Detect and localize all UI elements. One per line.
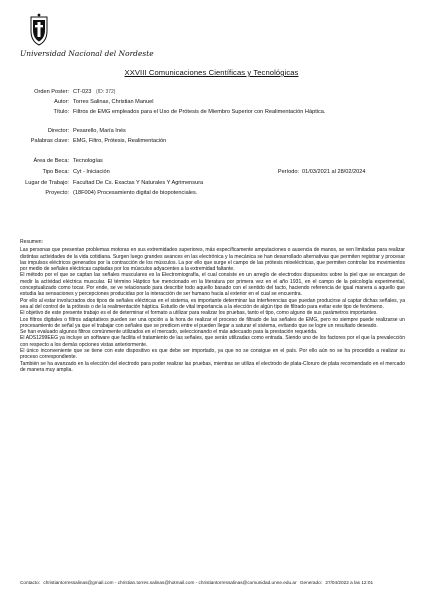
proyecto-value: (18F004) Procesamiento digital de biopotenciales. [73, 190, 198, 196]
abstract-paragraph: El único inconveniente que se tiene con este dispositivo es que debe ser importado, ya que no se consigue en el país. Por ello aún no se ha procedido a realizar su proceso correspondiente. [20, 348, 405, 361]
proyecto-label: Proyecto: [45, 190, 69, 196]
contact-emails: christiantorressalinas@gmail.com - christian.torres.salinas@hotmail.com - christiantorressalinas@comunidad.unne.edu.ar [43, 580, 297, 585]
director-value: Pesarello, María Inés [73, 128, 126, 134]
abstract-paragraph: Se han evaluado algunos filtros comúnmente utilizados en el mercado, seleccionando el más adecuado para la prestación requerida. [20, 329, 318, 336]
lugar-trabajo-value: Facultad De Cs. Exactas Y Naturales Y Agrimensura [73, 180, 204, 186]
abstract-paragraph: También se ha avanzado en la elección del electrodo para poder realizar las pruebas, mientras se utiliza el electrodo de plata-Cloruro de plata recomendado en el mercado de manera muy amplia. [20, 360, 405, 373]
abstract-paragraph: El método por el que se captan las señales musculares es la Electromiografía, el cual consiste en un arreglo de electrodos dispuestos sobre la piel que se encargan de medir la actividad eléctrica muscular. El término Háptico fue mencionado en la literatura por primera vez en el año 1931, en el campo de la psicología experimental, conceptualizado como tocar. Por ende, se ve relacionado para describir todo aquello basado con el sentido del tacto, haciendo referencia de igual manera a aquello que estudia las sensaciones y percepciones producidas por la interacción de ser humano hacia al exterior en el cual se encuentra. [20, 272, 405, 298]
area-beca-label: Área de Beca: [33, 158, 69, 164]
autor-value: Torres Salinas, Christian Manuel [73, 99, 154, 105]
titulo-label: Título: [53, 109, 69, 115]
director-label: Director: [47, 128, 69, 134]
periodo-label: Período: [277, 169, 299, 175]
university-logo [20, 13, 154, 63]
abstract-paragraph: El ADS1299EEG ya incluye un software que facilita el tratamiento de las señales, que serán utilizadas como entrada. Siendo uno de los factores por el que la prevalección con respecto a los demás opciones vistas anteriormente. [20, 335, 405, 348]
palabras-clave-label: Palabras clave: [30, 138, 69, 144]
abstract-paragraph: Los filtros digitales o filtros adaptativos pueden ser una opción a la hora de realizar el proceso de filtrado de las señales de EMG, pero no siempre puede realizarse un procesamiento de señal ya que el trabajar con señales que se predicen entre el pueden llegar a saturar el sistema, evitando que se logre un resultado deseado. [20, 316, 405, 329]
abstract-section [20, 239, 405, 373]
orden-poster-label: Orden Poster: [34, 89, 69, 95]
orden-poster-id: (ID: 372) [96, 89, 116, 95]
abstract-label: Resumen: [20, 239, 44, 245]
orden-poster-value [73, 89, 115, 95]
tipo-beca-value: Cyt - Iniciación [73, 169, 110, 175]
university-name: Universidad Nacional del Nordeste [20, 49, 154, 58]
tipo-beca-label: Tipo Beca: [42, 169, 69, 175]
university-crest-icon [28, 13, 50, 47]
titulo-value: Filtros de EMG empleados para el Uso de Prótesis de Miembro Superior con Realimentación Háptica. [73, 109, 326, 115]
conference-title: XXVIII Comunicaciones Científicas y Tecnológicas [124, 68, 299, 77]
autor-label: Autor: [54, 99, 69, 105]
generated-label: Generado: [299, 580, 323, 585]
palabras-clave-value: EMG, Filtro, Prótesis, Realimentación [73, 138, 167, 144]
periodo-value: 01/03/2021 al 28/02/2024 [302, 169, 366, 175]
abstract-paragraph: Las personas que presentan problemas motoras en sus extremidades superiores, más específicamente amputaciones o ausencia de manos, se ven limitadas para realizar distintas actividades de la vida cotidiana. Surgen luego grandes avances en las electrónica y la mecánica se han desarrollado alternativas que permiten registrar y procesar las impulsos eléctricos generados por la contracción de los músculos. La por ello que surge el campo de las prótesis mioeléctricas, que permiten controlar los movimientos por medio de señales eléctricas captadas por los músculos adyacentes a la extremidad faltante. [20, 247, 405, 273]
contact-label: Contacto: [20, 580, 41, 585]
abstract-paragraph: Por ello al estar involucrados dos tipos de señales eléctricas en el sistema, es importante determinar las interferencias que puedan producirse al captar dichas señales, ya sea al del control de la prótesis o de la realimentación háptica. Estudio de vital importancia a la elección de algún tipo de filtrado para evitar este tipo de fenómeno. [20, 297, 405, 310]
footer [20, 580, 410, 585]
generated-date: 27/04/2022 a las 12:01 [325, 580, 374, 585]
lugar-trabajo-label: Lugar de Trabajo: [25, 180, 69, 186]
abstract-paragraph: El objetivo de este presente trabajo es el de determinar el formato a utilizar para realizar los pruebas, tanto el tipo, como alguno de sus parámetros importantes. [20, 310, 378, 317]
area-beca-value: Tecnologías [73, 158, 103, 164]
orden-poster-code: CT-023 [73, 89, 92, 95]
